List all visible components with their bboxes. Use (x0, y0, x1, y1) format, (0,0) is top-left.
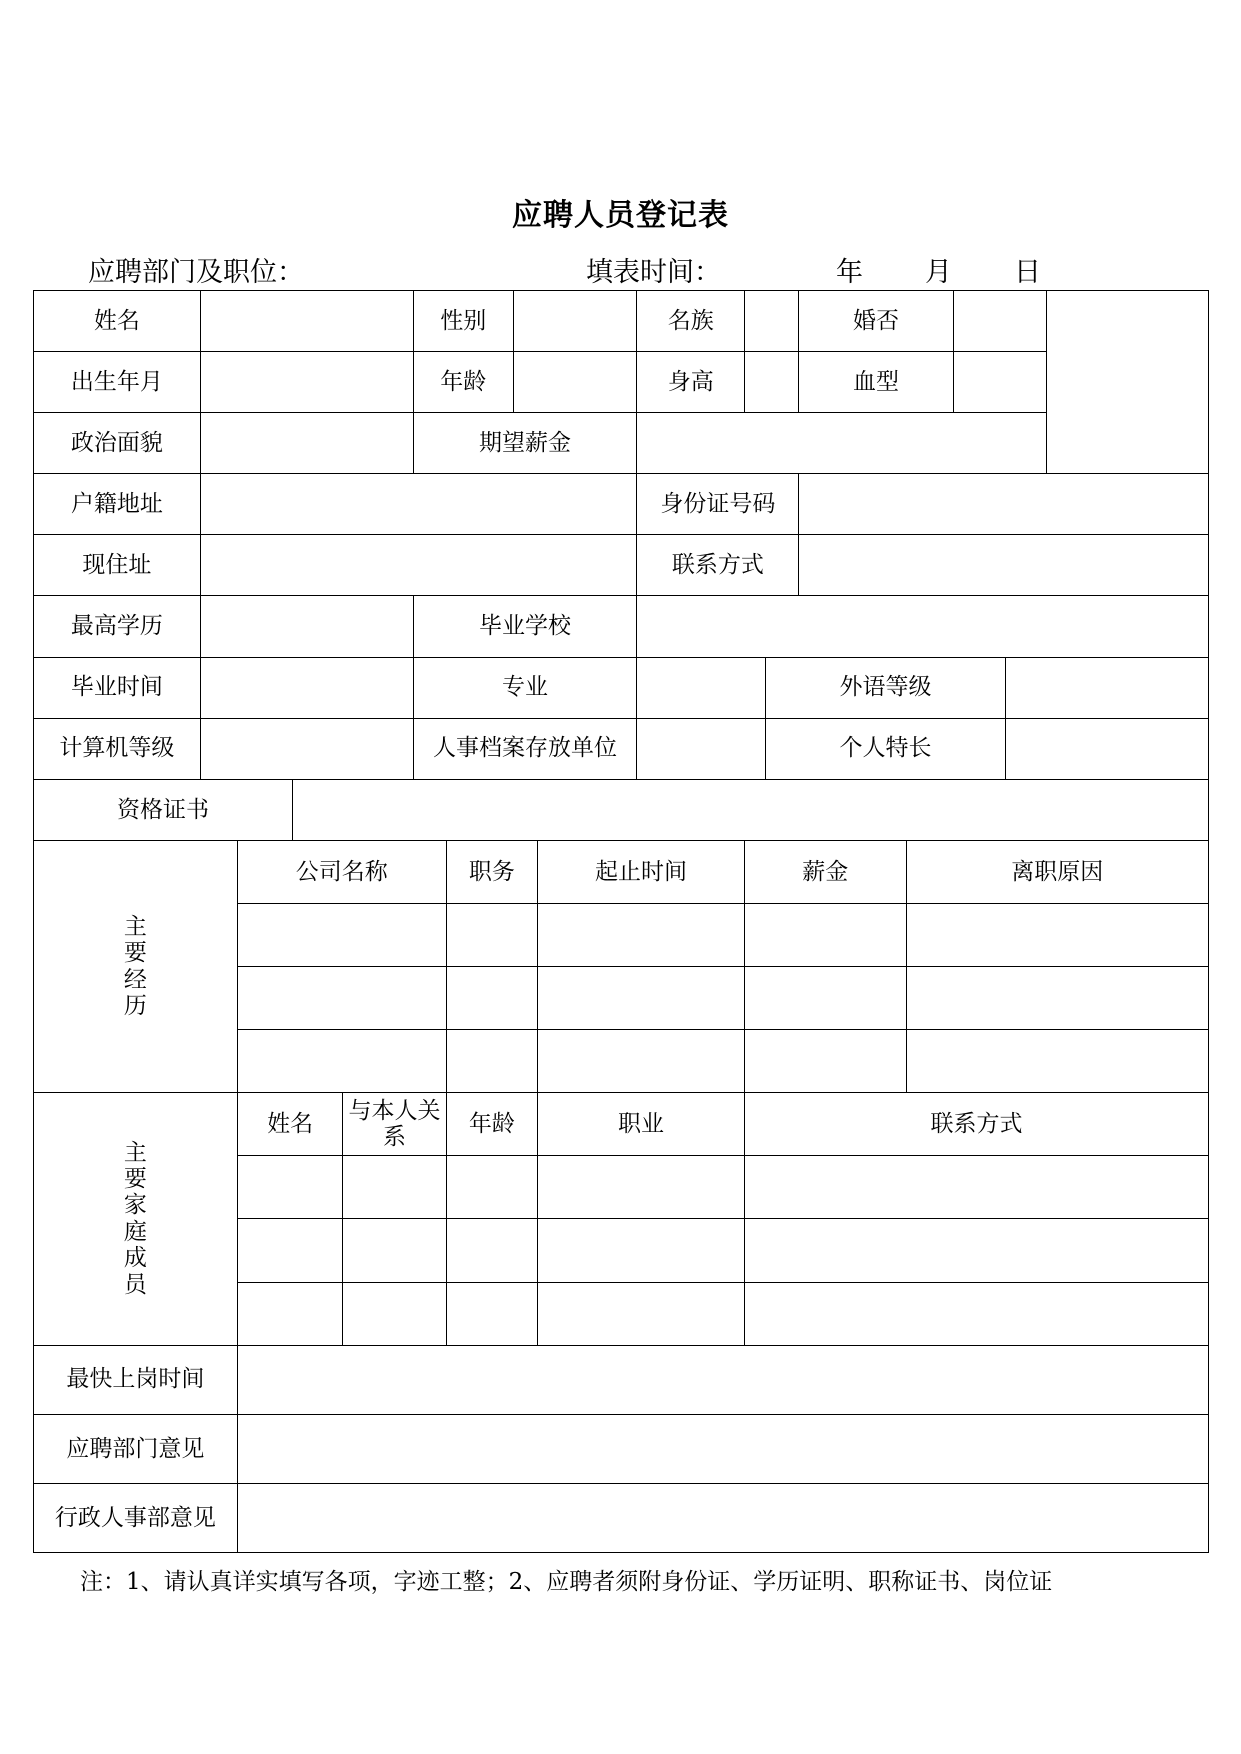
exp-reason-input[interactable] (906, 967, 1208, 1030)
fam-relation-input[interactable] (343, 1282, 446, 1345)
birth-input[interactable] (200, 352, 413, 413)
hukou-input[interactable] (200, 474, 637, 535)
hr-opinion-label: 行政人事部意见 (34, 1483, 238, 1552)
fam-header-contact: 联系方式 (744, 1093, 1208, 1156)
exp-position-input[interactable] (446, 903, 537, 966)
hukou-label: 户籍地址 (34, 474, 201, 535)
grad-time-input[interactable] (200, 657, 413, 718)
family-label-char: 主 (123, 1139, 147, 1166)
exp-company-input[interactable] (237, 903, 446, 966)
name-label: 姓名 (34, 291, 201, 352)
start-time-input[interactable] (237, 1345, 1208, 1414)
year-label: 年 (836, 257, 863, 288)
height-label: 身高 (637, 352, 744, 413)
exp-company-input[interactable] (237, 967, 446, 1030)
row-dept-opinion (34, 1414, 1209, 1483)
ethnicity-input[interactable] (744, 291, 798, 352)
exp-reason-input[interactable] (906, 903, 1208, 966)
fam-header-age: 年龄 (446, 1093, 537, 1156)
certificates-label: 资格证书 (34, 779, 293, 840)
dept-opinion-label: 应聘部门意见 (34, 1414, 238, 1483)
fam-name-input[interactable] (237, 1219, 342, 1282)
political-label: 政治面貌 (34, 413, 201, 474)
major-input[interactable] (637, 657, 766, 718)
fam-occupation-input[interactable] (538, 1282, 745, 1345)
height-input[interactable] (744, 352, 798, 413)
specialty-label: 个人特长 (766, 718, 1006, 779)
salary-label: 期望薪金 (413, 413, 637, 474)
ethnicity-label: 名族 (637, 291, 744, 352)
school-input[interactable] (637, 596, 1209, 657)
name-input[interactable] (200, 291, 413, 352)
gender-input[interactable] (513, 291, 637, 352)
contact-input[interactable] (799, 535, 1209, 596)
start-time-label: 最快上岗时间 (34, 1345, 238, 1414)
family-label-char: 员 (123, 1271, 147, 1298)
row-hr-opinion (34, 1483, 1209, 1552)
fam-occupation-input[interactable] (538, 1156, 745, 1219)
certificates-input[interactable] (293, 779, 1209, 840)
exp-period-input[interactable] (538, 967, 745, 1030)
day-label: 日 (1014, 257, 1041, 288)
exp-header-salary: 薪金 (744, 840, 906, 903)
address-label: 现住址 (34, 535, 201, 596)
exp-salary-input[interactable] (744, 967, 906, 1030)
grad-time-label: 毕业时间 (34, 657, 201, 718)
fam-age-input[interactable] (446, 1282, 537, 1345)
row-start-time (34, 1345, 1209, 1414)
experience-label-char: 历 (123, 992, 147, 1019)
archive-input[interactable] (637, 718, 766, 779)
exp-salary-input[interactable] (744, 1030, 906, 1093)
form-title: 应聘人员登记表 (512, 198, 729, 233)
fam-name-input[interactable] (237, 1282, 342, 1345)
photo-box[interactable] (1047, 291, 1209, 474)
exp-header-reason: 离职原因 (906, 840, 1208, 903)
fam-relation-input[interactable] (343, 1219, 446, 1282)
row-grad (34, 657, 1209, 718)
experience-section-label (34, 840, 238, 1092)
row-degree (34, 596, 1209, 657)
family-header-row (34, 1093, 1209, 1156)
gender-label: 性别 (413, 291, 513, 352)
school-label: 毕业学校 (413, 596, 637, 657)
major-label: 专业 (413, 657, 637, 718)
fam-header-occupation: 职业 (538, 1093, 745, 1156)
fill-date-label: 填表时间： (586, 257, 721, 288)
family-label-char: 要 (123, 1166, 147, 1193)
experience-label-char: 要 (123, 940, 147, 967)
blood-input[interactable] (953, 352, 1046, 413)
exp-header-period: 起止时间 (538, 840, 745, 903)
month-label: 月 (925, 257, 952, 288)
salary-input[interactable] (637, 413, 1047, 474)
row-hukou (34, 474, 1209, 535)
language-label: 外语等级 (766, 657, 1006, 718)
row-basic-2 (34, 352, 1209, 413)
row-basic-1 (34, 291, 1209, 352)
exp-position-input[interactable] (446, 967, 537, 1030)
age-label: 年龄 (413, 352, 513, 413)
experience-label-char: 主 (123, 913, 147, 940)
dept-position-label: 应聘部门及职位： (88, 257, 304, 288)
degree-label: 最高学历 (34, 596, 201, 657)
date-fields (836, 250, 1041, 289)
fam-age-input[interactable] (446, 1156, 537, 1219)
form-note: 注：1、请认真详实填写各项，字迹工整；2、应聘者须附身份证、学历证明、职称证书、岗位证 (80, 1569, 1053, 1595)
contact-label: 联系方式 (637, 535, 799, 596)
family-label-char: 成 (123, 1245, 147, 1272)
computer-input[interactable] (200, 718, 413, 779)
family-label-char: 家 (123, 1192, 147, 1219)
exp-header-company: 公司名称 (237, 840, 446, 903)
fam-name-input[interactable] (237, 1156, 342, 1219)
hr-opinion-input[interactable] (237, 1483, 1208, 1552)
row-certificates (34, 779, 1209, 840)
id-no-input[interactable] (799, 474, 1209, 535)
fam-contact-input[interactable] (744, 1282, 1208, 1345)
exp-position-input[interactable] (446, 1030, 537, 1093)
archive-label: 人事档案存放单位 (413, 718, 637, 779)
exp-company-input[interactable] (237, 1030, 446, 1093)
specialty-input[interactable] (1006, 718, 1209, 779)
birth-label: 出生年月 (34, 352, 201, 413)
row-computer (34, 718, 1209, 779)
address-input[interactable] (200, 535, 637, 596)
fam-contact-input[interactable] (744, 1156, 1208, 1219)
fam-contact-input[interactable] (744, 1219, 1208, 1282)
experience-label-char: 经 (123, 966, 147, 993)
marital-label: 婚否 (799, 291, 954, 352)
experience-header-row (34, 840, 1209, 903)
marital-input[interactable] (953, 291, 1046, 352)
exp-reason-input[interactable] (906, 1030, 1208, 1093)
fam-header-relation: 与本人关系 (343, 1093, 446, 1156)
row-basic-3 (34, 413, 1209, 474)
fam-relation-input[interactable] (343, 1156, 446, 1219)
political-input[interactable] (200, 413, 413, 474)
age-input[interactable] (513, 352, 637, 413)
exp-header-position: 职务 (446, 840, 537, 903)
exp-salary-input[interactable] (744, 903, 906, 966)
registration-form-table (33, 290, 1209, 1553)
computer-label: 计算机等级 (34, 718, 201, 779)
fam-age-input[interactable] (446, 1219, 537, 1282)
fam-header-name: 姓名 (237, 1093, 342, 1156)
blood-label: 血型 (799, 352, 954, 413)
language-input[interactable] (1006, 657, 1209, 718)
dept-opinion-input[interactable] (237, 1414, 1208, 1483)
family-section-label (34, 1093, 238, 1345)
exp-period-input[interactable] (538, 1030, 745, 1093)
family-label-char: 庭 (123, 1218, 147, 1245)
exp-period-input[interactable] (538, 903, 745, 966)
id-no-label: 身份证号码 (637, 474, 799, 535)
row-address (34, 535, 1209, 596)
fam-occupation-input[interactable] (538, 1219, 745, 1282)
degree-input[interactable] (200, 596, 413, 657)
